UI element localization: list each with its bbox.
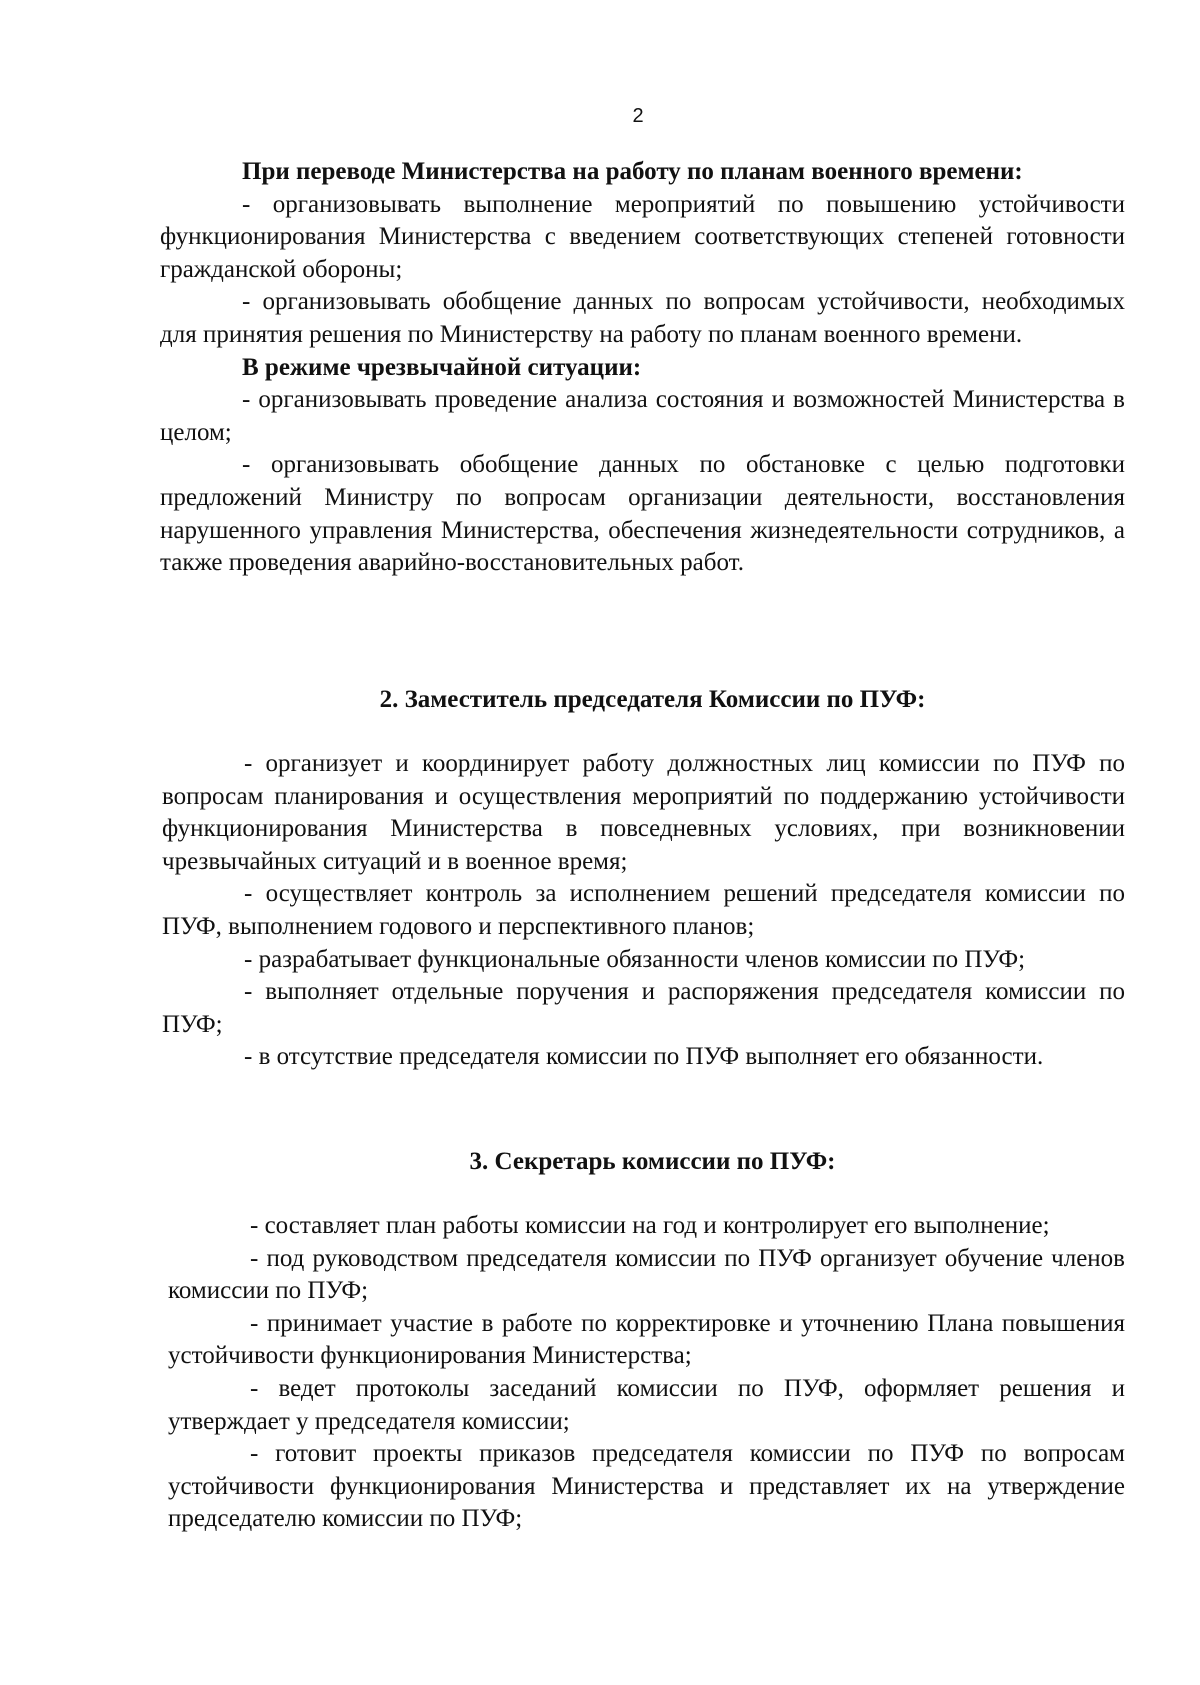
section-3-duties xyxy=(168,1210,1125,1536)
duties-block-chairman-continued xyxy=(160,156,1125,580)
page-number: 2 xyxy=(632,105,644,127)
section-3-item: - готовит проекты приказов председателя комиссии по ПУФ по вопросам устойчивости функционирования Министерства и представляет их на утверждение председателю комиссии по ПУФ; xyxy=(168,1440,1125,1533)
section-3-title: 3. Секретарь комиссии по ПУФ: xyxy=(469,1148,836,1175)
paragraph-wartime-1: - организовывать выполнение мероприятий по повышению устойчивости функционирования Министерства с введением соответствующих степеней готовности гражданской обороны; xyxy=(160,190,1125,283)
section-2-item: - в отсутствие председателя комиссии по ПУФ выполняет его обязанности. xyxy=(244,1043,1044,1071)
section-3-item: - ведет протоколы заседаний комиссии по ПУФ, оформляет решения и утверждает у председателя комиссии; xyxy=(168,1374,1125,1435)
paragraph-emergency-1: - организовывать проведение анализа состояния и возможностей Министерства в целом; xyxy=(160,386,1125,446)
heading-emergency: В режиме чрезвычайной ситуации: xyxy=(242,353,642,381)
section-2-item: - разрабатывает функциональные обязанности членов комиссии по ПУФ; xyxy=(244,945,1026,973)
heading-wartime: При переводе Министерства на работу по планам военного времени: xyxy=(242,158,1023,185)
section-3-item: - под руководством председателя комиссии по ПУФ организует обучение членов комиссии по ПУФ; xyxy=(168,1244,1125,1305)
section-2-title: 2. Заместитель председателя Комиссии по ПУФ: xyxy=(379,686,926,713)
section-2-duties xyxy=(162,748,1125,1074)
section-2-item: - выполняет отдельные поручения и распоряжения председателя комиссии по ПУФ; xyxy=(162,978,1125,1038)
section-3-item: - составляет план работы комиссии на год и контролирует его выполнение; xyxy=(250,1212,1050,1239)
section-3-item: - принимает участие в работе по корректировке и уточнению Плана повышения устойчивости функционирования Министерства; xyxy=(168,1309,1125,1370)
section-2-item: - организует и координирует работу должностных лиц комиссии по ПУФ по вопросам планирования и осуществления мероприятий по поддержанию устойчивости функционирования Министерства в повседневных условиях, при возникновении чрезвычайных ситуаций и в военное время; xyxy=(162,750,1125,875)
section-2-item: - осуществляет контроль за исполнением решений председателя комиссии по ПУФ, выполнением годового и перспективного планов; xyxy=(162,880,1125,940)
paragraph-emergency-2: - организовывать обобщение данных по обстановке с целью подготовки предложений Министру по вопросам организации деятельности, восстановления нарушенного управления Министерства, обеспечения жизнедеятельности сотрудников, а также проведения аварийно-восстановительных работ. xyxy=(160,451,1125,577)
paragraph-wartime-2: - организовывать обобщение данных по вопросам устойчивости, необходимых для принятия решения по Министерству на работу по планам военного времени. xyxy=(160,288,1125,348)
